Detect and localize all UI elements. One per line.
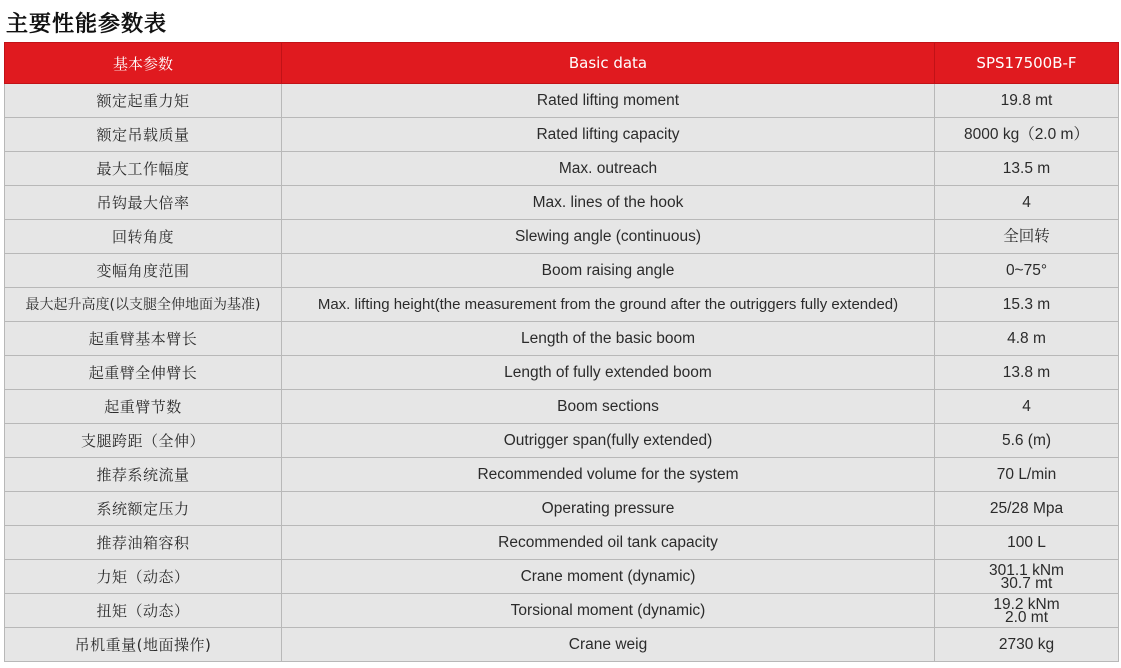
table-row [5,356,1119,390]
param-name-cn: 起重臂全伸臂长 [5,356,282,390]
param-name-en: Max. outreach [282,152,935,186]
table-row [5,594,1119,628]
table-row [5,628,1119,662]
table-row [5,492,1119,526]
table-row [5,254,1119,288]
param-value-line: 4 [1022,397,1031,415]
param-name-en: Recommended volume for the system [282,458,935,492]
param-name-en: Max. lifting height(the measurement from the ground after the outriggers fully extended) [282,288,935,322]
param-name-cn: 额定起重力矩 [5,84,282,118]
param-value [935,322,1119,356]
param-value-line: 70 L/min [996,465,1057,483]
param-value-line: 5.6 (m) [1001,431,1052,449]
param-value-line: 19.8 mt [1000,91,1053,109]
param-name-cn: 推荐油箱容积 [5,526,282,560]
param-value [935,220,1119,254]
param-name-cn: 最大工作幅度 [5,152,282,186]
param-value-line: 8000 kg（2.0 m） [964,125,1089,143]
header-basic-params-cn: 基本参数 [5,43,282,84]
param-value [935,254,1119,288]
param-name-cn: 起重臂节数 [5,390,282,424]
param-value-line: 301.1 kNm [989,561,1064,579]
param-name-cn: 最大起升高度(以支腿全伸地面为基准) [5,288,282,322]
param-name-cn: 扭矩（动态） [5,594,282,628]
table-row [5,458,1119,492]
table-row [5,390,1119,424]
table-row [5,424,1119,458]
param-name-cn: 系统额定压力 [5,492,282,526]
table-row [5,560,1119,594]
param-name-cn: 推荐系统流量 [5,458,282,492]
param-value [935,118,1119,152]
param-name-cn: 支腿跨距（全伸） [5,424,282,458]
param-name-cn: 力矩（动态） [5,560,282,594]
param-name-en: Torsional moment (dynamic) [282,594,935,628]
page-title: 主要性能参数表 [6,12,168,37]
param-value-line: 100 L [1007,533,1046,551]
param-name-en: Length of the basic boom [282,322,935,356]
param-name-en: Slewing angle (continuous) [282,220,935,254]
param-name-cn: 变幅角度范围 [5,254,282,288]
param-name-en: Outrigger span(fully extended) [282,424,935,458]
param-value [935,560,1119,594]
param-name-en: Boom raising angle [282,254,935,288]
param-value [935,84,1119,118]
param-name-cn: 起重臂基本臂长 [5,322,282,356]
param-value-line: 0~75° [1005,261,1048,279]
param-value-line: 13.8 m [1002,363,1051,381]
table-row [5,220,1119,254]
table-row [5,118,1119,152]
param-value [935,594,1119,628]
table-row [5,526,1119,560]
param-value-line: 15.3 m [1002,295,1051,313]
param-value-line: 19.2 kNm [993,595,1060,613]
header-model: SPS17500B-F [935,43,1119,84]
table-row [5,186,1119,220]
table-row [5,84,1119,118]
param-value [935,492,1119,526]
param-value-line: 13.5 m [1002,159,1051,177]
table-body [5,84,1119,662]
table-row [5,322,1119,356]
param-value-line: 30.7 mt [1000,574,1053,592]
param-value-line: 4.8 m [1007,329,1046,347]
param-name-en: Max. lines of the hook [282,186,935,220]
param-name-en: Rated lifting moment [282,84,935,118]
param-value [935,390,1119,424]
param-value-line: 2730 kg [998,635,1055,653]
param-value [935,186,1119,220]
param-value-line: 2.0 mt [1004,608,1049,626]
param-value [935,356,1119,390]
param-value [935,526,1119,560]
param-name-en: Crane moment (dynamic) [282,560,935,594]
param-value [935,458,1119,492]
table-row [5,288,1119,322]
param-value-line: 25/28 Mpa [989,499,1064,517]
param-name-cn: 回转角度 [5,220,282,254]
param-name-cn: 吊机重量(地面操作) [5,628,282,662]
param-value [935,288,1119,322]
param-value-line: 4 [1022,193,1031,211]
table-row [5,152,1119,186]
param-value [935,628,1119,662]
param-name-en: Crane weig [282,628,935,662]
param-value-line: 全回转 [1003,227,1050,245]
param-name-en: Length of fully extended boom [282,356,935,390]
param-name-en: Operating pressure [282,492,935,526]
param-name-en: Recommended oil tank capacity [282,526,935,560]
param-name-cn: 吊钩最大倍率 [5,186,282,220]
param-value [935,424,1119,458]
param-name-en: Boom sections [282,390,935,424]
table-header-row [5,43,1119,84]
param-value [935,152,1119,186]
param-name-en: Rated lifting capacity [282,118,935,152]
param-name-cn: 额定吊载质量 [5,118,282,152]
header-basic-data-en: Basic data [282,43,935,84]
spec-table [4,42,1119,662]
